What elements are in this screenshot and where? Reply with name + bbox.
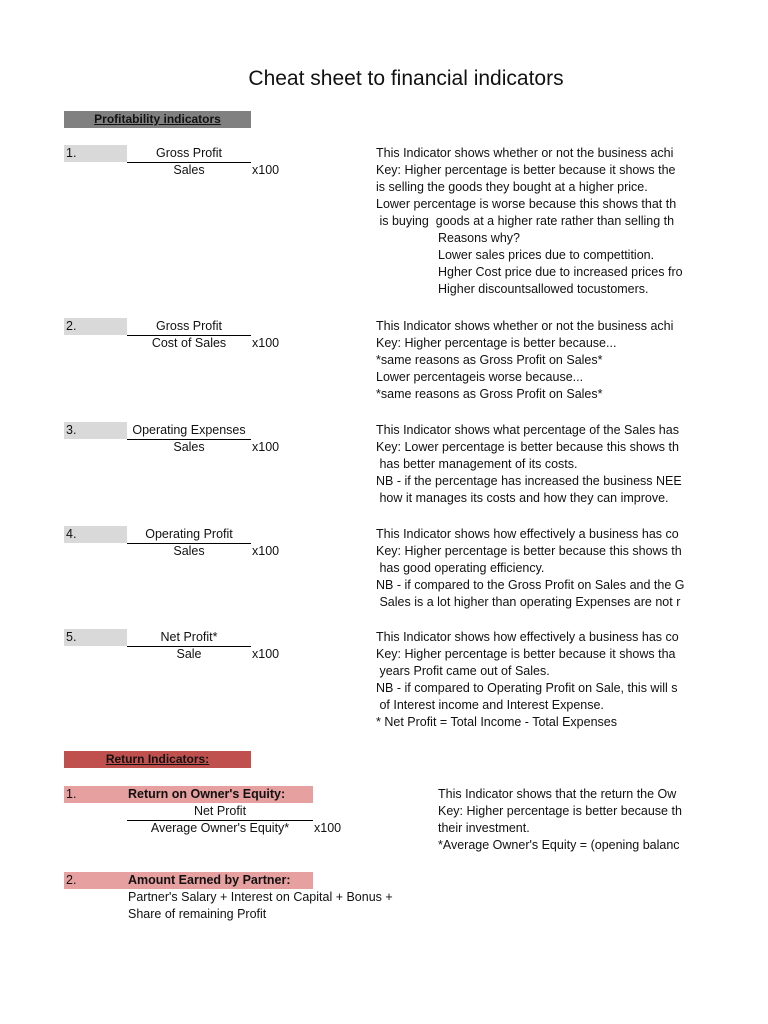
formula-multiplier: x100: [314, 821, 342, 835]
formula-numerator: Net Profit: [127, 803, 313, 821]
description-line: Reasons why?: [438, 231, 520, 245]
formula-numerator: Gross Profit: [127, 145, 251, 163]
description-line: This Indicator shows whether or not the business achi: [376, 319, 674, 333]
description-line: NB - if the percentage has increased the business NEE: [376, 474, 682, 488]
formula-denominator: Sales: [173, 544, 205, 558]
description-line: This Indicator shows that the return the Ow: [438, 787, 677, 801]
item-number: 1.: [66, 787, 77, 801]
profitability-header: Profitability indicators: [64, 111, 251, 128]
description-line: is selling the goods they bought at a higher price.: [376, 180, 648, 194]
roe-label: Return on Owner's Equity:: [128, 787, 286, 801]
description-line: Hgher Cost price due to increased prices fro: [438, 265, 683, 279]
indicator-description: [376, 526, 687, 616]
description-line: Lower percentage is worse because this shows that th: [376, 197, 677, 211]
formula-multiplier: x100: [252, 440, 280, 454]
description-line: * Net Profit = Total Income - Total Expenses: [376, 715, 617, 729]
indicator-description: [376, 318, 687, 408]
formula-multiplier: x100: [252, 336, 280, 350]
formula-numerator: Gross Profit: [127, 318, 251, 336]
description-line: of Interest income and Interest Expense.: [376, 698, 604, 712]
description-line: Lower sales prices due to compettition.: [438, 248, 655, 262]
item-number: 2.: [66, 873, 77, 887]
formula-denominator: Sale: [176, 647, 202, 661]
description-line: has better management of its costs.: [376, 457, 578, 471]
description-line: NB - if compared to the Gross Profit on Sales and the G: [376, 578, 685, 592]
description-line: is buying goods at a higher rate rather than selling th: [376, 214, 675, 228]
description-line: Sales is a lot higher than operating Expenses are not r: [376, 595, 681, 609]
description-line: Lower percentageis worse because...: [376, 370, 584, 384]
formula-denominator: Cost of Sales: [151, 336, 227, 350]
description-line: has good operating efficiency.: [376, 561, 545, 575]
partner-label-row: [64, 872, 313, 889]
roe-label-row: [64, 786, 313, 803]
item-number: 1.: [64, 145, 127, 162]
item-number: 2.: [64, 318, 127, 335]
description-line: Key: Lower percentage is better because this shows th: [376, 440, 679, 454]
description-line: Key: Higher percentage is better because...: [376, 336, 617, 350]
description-line: This Indicator shows how effectively a business has co: [376, 527, 679, 541]
description-line: NB - if compared to Operating Profit on Sale, this will s: [376, 681, 678, 695]
formula-numerator: Net Profit*: [127, 629, 251, 647]
description-line: *same reasons as Gross Profit on Sales*: [376, 387, 603, 401]
formula-numerator: Operating Expenses: [127, 422, 251, 440]
partner-formula-line: Partner's Salary + Interest on Capital + Bonus +: [128, 890, 393, 904]
indicator-description: [376, 422, 687, 512]
partner-label: Amount Earned by Partner:: [128, 873, 291, 887]
formula-denominator: Sales: [173, 163, 205, 177]
description-line: Key: Higher percentage is better because th: [438, 804, 682, 818]
description-line: This Indicator shows whether or not the business achi: [376, 146, 674, 160]
indicator-description: [376, 629, 687, 733]
description-line: This Indicator shows what percentage of the Sales has: [376, 423, 679, 437]
formula-denominator: Average Owner's Equity*: [150, 821, 290, 835]
description-line: *same reasons as Gross Profit on Sales*: [376, 353, 603, 367]
return-indicators-header: Return Indicators:: [64, 751, 251, 768]
formula-multiplier: x100: [252, 544, 280, 558]
description-line: Key: Higher percentage is better because it shows tha: [376, 647, 676, 661]
description-line: years Profit came out of Sales.: [376, 664, 550, 678]
indicator-description: [438, 786, 687, 856]
description-line: how it manages its costs and how they can improve.: [376, 491, 669, 505]
formula-multiplier: x100: [252, 163, 280, 177]
indicator-description: [376, 145, 687, 305]
formula-denominator: Sales: [173, 440, 205, 454]
item-number: 5.: [64, 629, 127, 646]
formula-multiplier: x100: [252, 647, 280, 661]
formula-numerator: Operating Profit: [127, 526, 251, 544]
partner-formula-line: Share of remaining Profit: [128, 907, 267, 921]
page-title: Cheat sheet to financial indicators: [248, 67, 564, 90]
description-line: *Average Owner's Equity = (opening balanc: [438, 838, 680, 852]
description-line: their investment.: [438, 821, 530, 835]
description-line: This Indicator shows how effectively a business has co: [376, 630, 679, 644]
item-number: 4.: [64, 526, 127, 543]
description-line: Higher discountsallowed tocustomers.: [438, 282, 649, 296]
description-line: Key: Higher percentage is better because it shows the: [376, 163, 676, 177]
item-number: 3.: [64, 422, 127, 439]
description-line: Key: Higher percentage is better because this shows th: [376, 544, 682, 558]
